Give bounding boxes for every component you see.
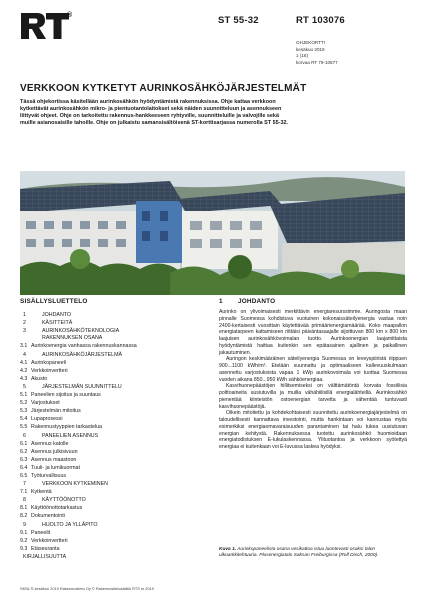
toc-item-number: 4.3 [20, 375, 28, 382]
toc-item-number: 6.4 [20, 464, 28, 471]
toc-item-title: HUOLTO JA YLLÄPITO [42, 521, 98, 528]
toc-item-title: RAKENNUKSEN OSANA [42, 335, 103, 342]
page-footer: SKNL'S kesäkuu 2019 Rakennustieto Oy © Rakennustietosäätiö RTS sr 2019 [20, 586, 154, 591]
toc-item [20, 423, 200, 431]
toc-item [20, 553, 200, 561]
toc-item-number: 8.2 [20, 513, 28, 520]
toc-item-title: Kytkentä [31, 489, 52, 496]
toc-item-number: 6 [23, 432, 26, 439]
section-1-title: JOHDANTO [238, 298, 276, 305]
card-date: kesäkuu 2019 [296, 46, 325, 52]
toc-item [20, 496, 200, 504]
toc-item-number [20, 335, 42, 342]
toc-item-title: JÄRJESTELMÄN SUUNNITTELU [42, 383, 122, 390]
body-paragraph: Aurinko on ylivoimaisesti merkittävin energiaresurssimme. Auringosta maan pinnalle Suomessa kohdistuva vuotuinen kokonaissäteilyenergia vastaa noin 2400-kertaisesti vuosittain käytettävää primäärienergiamäärää. Koko maapallon energiatarpeen kattamiseen riittäisi päiväntasaajalle sijoittuvan 800 km x 800 km laajuisen aurinkosähkövoimalan tuotto. Aurinkoenergian laajamittaista hyödyntämistä haittaa kuitenkin sen epätasainen ajallinen ja paikallinen jakautuminen. [219, 309, 407, 356]
toc-item-title: Käyttöönottotarkastus [31, 505, 83, 512]
section-1-number: 1 [219, 298, 223, 305]
toc-item [20, 504, 200, 512]
toc-item-title: Rakennustyyppien tarkastelua [31, 424, 102, 431]
toc-item-number: 9 [23, 521, 26, 528]
toc-item [20, 383, 200, 391]
toc-item-title: AURINKOSÄHKÖTEKNOLOGIA [42, 328, 120, 335]
toc-item-title: KÄSITTEITÄ [42, 320, 73, 327]
toc-item-number: 5.5 [20, 424, 28, 431]
solar-roof-building-image [20, 171, 405, 295]
toc-item-title: Asennus julkisivuun [31, 448, 78, 455]
rt-card-number: RT 103076 [296, 15, 345, 26]
caption-text: Aurinkopaneelista osana vesikattoa istuu luontevasti osaksi talon ulkoarkkitehtuuria. Plusenergiatalo Saksan Freiburgissa (Rolf Disch, 2000). [219, 547, 379, 559]
toc-item-title: JOHDANTO [42, 312, 72, 318]
toc-item [20, 375, 200, 383]
toc-item [20, 529, 200, 537]
body-paragraph: Kasvihuonepäästöjen hillitsemiseksi on välttämätöntä korvata fossiilisia polttoaineita uusiutuvilla ja muilla vähähiilisillä energialähteillä. Aurinkosähkö pienentää kiinteistön ostoenergian tarvetta ja vähentää tuntuvasti kasvihuonepäästöjä. [219, 383, 407, 410]
toc-item-title: Etäseuranta [31, 545, 60, 552]
building-photo [20, 171, 405, 295]
toc-item-number: 9.3 [20, 545, 28, 552]
toc-item [20, 407, 200, 415]
body-paragraph: Oikein mitoitettu ja kohdekohtaisesti suunniteltu aurinkoenergiajärjestelmä on taloudellisesti kannattava investointi, mutta hankintaan voi kannustaa myös esimerkiksi energiaomavaraisuuden parantaminen tai halu tukea uusiutuvan energian kehitystä. Rakennuksessa tuotettu aurinkosähkö huomioidaan energiatodistuksen E-lukulaskennassa. Ylituotantoa ja verkkoon syötettyä energiaa ei kuitenkaan voi E-luvussa laskea hyödyksi. [219, 410, 407, 450]
toc-item-number: 5 [23, 383, 26, 390]
card-replaces: korvaa RT 79-10877 [296, 59, 338, 65]
toc-item [20, 391, 200, 399]
intro-paragraph: Tässä ohjekortissa käsitellään aurinkosähkön hyödyntämistä rakennuksissa. Ohje kattaa verkkoon kytkettävät aurinkosähkön mikro- ja pientuotantolaitokset sekä näiden suunnitteluun ja asennukseen liittyvät ohjeet. Ohje on tarkoitettu rakennus-hankkeeseen ryhtyville, suunnitteluille ja valvojille sekä muille asianosaisille tahoille. Ohje on julkaistu samansisältöisenä ST-korttisarjassa numerolla ST 55-32. [20, 99, 289, 127]
toc-item-title: Asennus maastoon [31, 456, 77, 463]
toc-item-number: 6.5 [20, 472, 28, 479]
toc-item [20, 448, 200, 456]
toc-item [20, 545, 200, 553]
toc-item [20, 351, 200, 359]
toc-item-title: Verkkoinvertteri [31, 367, 68, 374]
toc-item [20, 342, 200, 350]
toc-item-number: 6.2 [20, 448, 28, 455]
toc-item [20, 359, 200, 367]
card-pages: 1 (16) [296, 53, 309, 59]
toc-item-title: VERKKOON KYTKEMINEN [42, 481, 108, 488]
toc-item-title: Akusto [31, 375, 48, 382]
toc-item-title: Verkkoinvertteri [31, 537, 68, 544]
toc-item [20, 399, 200, 407]
toc-item-number: 4 [23, 351, 26, 358]
toc-item-title: AURINKOSÄHKÖJÄRJESTELMÄ [42, 351, 123, 358]
toc-item [20, 415, 200, 423]
toc-item-number: 6.1 [20, 440, 28, 447]
toc-item-title: Dokumentointi [31, 513, 65, 520]
card-type: OHJEKORTTI [296, 40, 326, 45]
toc-item [20, 480, 200, 488]
toc-item-number: 9.2 [20, 537, 28, 544]
toc-item-number: 3 [23, 328, 26, 335]
toc-item-number: 7 [23, 481, 26, 488]
table-of-contents [20, 311, 200, 561]
section-1-body [219, 309, 407, 451]
card-meta [296, 40, 338, 66]
toc-item-number: 5.1 [20, 392, 28, 399]
toc-item [20, 327, 200, 335]
toc-item [20, 367, 200, 375]
toc-item-title: Aurinkoenergia vanhassa rakennuskannassa [31, 343, 137, 350]
toc-item-number: 6.3 [20, 456, 28, 463]
toc-item-number: 5.2 [20, 400, 28, 407]
toc-item-number: 4.2 [20, 367, 28, 374]
toc-item [20, 335, 200, 342]
toc-item [20, 456, 200, 464]
toc-item-title: Tuuli- ja lumikuormat [31, 464, 80, 471]
toc-item [20, 472, 200, 480]
caption-label: Kuva 1. [219, 547, 237, 552]
toc-item-title: Järjestelmän mitoitus [31, 408, 81, 415]
toc-item-title: Paneelien sijoitus ja suuntaus [31, 392, 101, 399]
toc-item-number: 5.3 [20, 408, 28, 415]
toc-item-number: 7.1 [20, 489, 28, 496]
toc-item [20, 488, 200, 496]
st-card-number: ST 55-32 [218, 15, 259, 26]
toc-item-title: Työturvallisuus [31, 472, 67, 479]
section-1-heading [219, 298, 275, 305]
toc-item [20, 432, 200, 440]
toc-item-number: 5.4 [20, 416, 28, 423]
page-title: VERKKOON KYTKETYT AURINKOSÄHKÖJÄRJESTELMÄT [20, 83, 307, 94]
rt-logo [20, 12, 73, 40]
toc-item-number: 4.1 [20, 359, 28, 366]
toc-item-title: Aurinkopaneeli [31, 359, 67, 366]
toc-item-title: Varjostukset [31, 400, 60, 407]
toc-item-title: KÄYTTÖÖNOTTO [42, 497, 86, 504]
logo-registered-mark: ® [67, 12, 73, 19]
toc-item-number: 3.1 [20, 343, 28, 350]
toc-item [20, 512, 200, 520]
figure-caption [219, 547, 405, 560]
toc-item [20, 537, 200, 545]
toc-heading: SISÄLLYSLUETTELO [20, 298, 88, 305]
toc-item [20, 311, 200, 319]
toc-item [20, 319, 200, 327]
toc-item-number: 1 [23, 312, 26, 318]
toc-item-number: 8.1 [20, 505, 28, 512]
toc-item-title: Lupaprosessi [31, 416, 63, 423]
toc-item [20, 440, 200, 448]
toc-item-title: KIRJALLISUUTTA [23, 553, 67, 560]
toc-item-title: PANEELIEN ASENNUS [42, 432, 99, 439]
toc-item-title: Paneelit [31, 529, 51, 536]
toc-item-number: 2 [23, 320, 26, 327]
toc-item-number: 8 [23, 497, 26, 504]
toc-item-title: Asennus katolle [31, 440, 69, 447]
toc-item [20, 464, 200, 472]
toc-item-number: 9.1 [20, 529, 28, 536]
toc-item [20, 521, 200, 529]
body-paragraph: Auringon keskimääräinen säteilyenergia Suomessa on leveyspiiristä riippuen 900...1100 kWh/m². Etelään suunnattu ja optimaaliseen kallevuuskulmaan asennettu varjostuksista vapaa 1 kWp aurinkovoimala voi tuottaa Suomessa vuoden aikana 850...950 kWh sähköenergiaa. [219, 356, 407, 383]
